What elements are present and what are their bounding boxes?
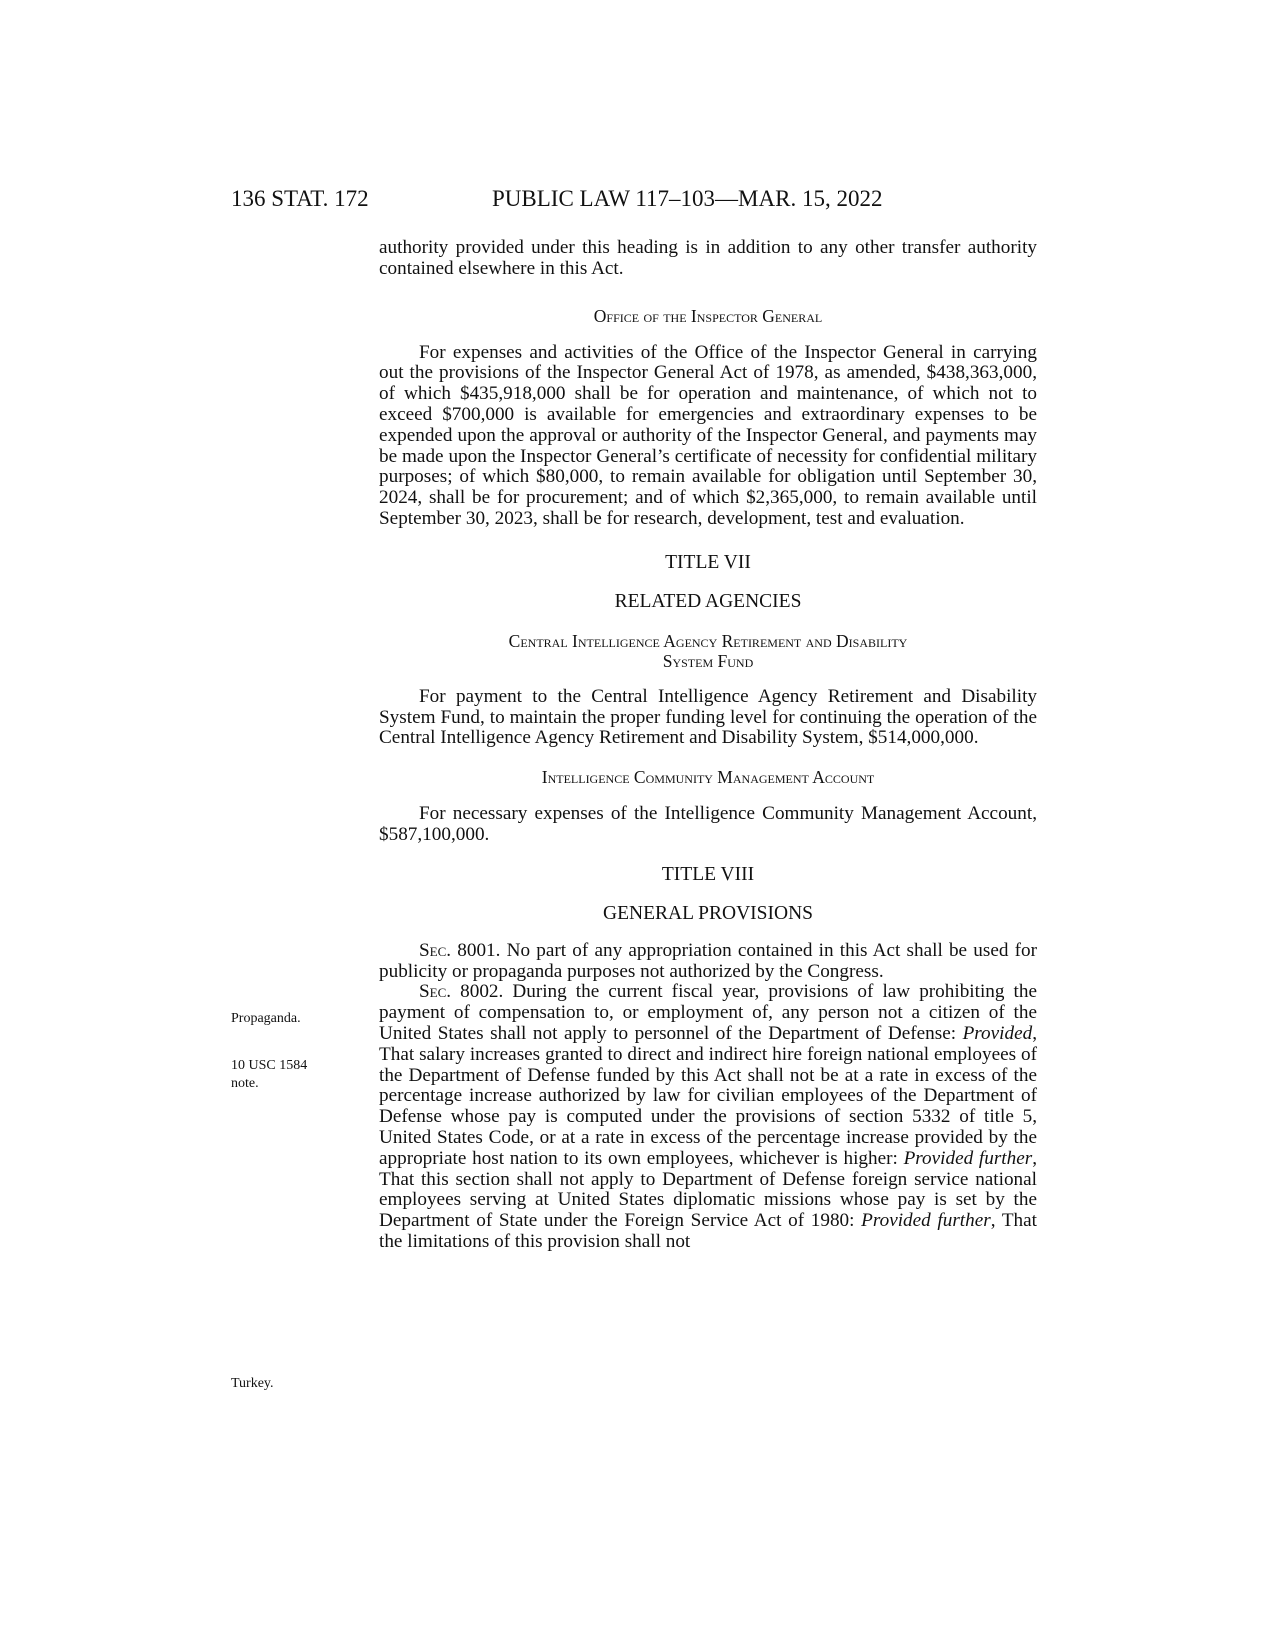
general-provisions-heading: GENERAL PROVISIONS (603, 902, 813, 924)
transfer-authority-paragraph: authority provided under this heading is in addition to any other transfer authority contained elsewhere in this Act. (379, 237, 1037, 279)
margin-note-propaganda: Propaganda. (231, 1011, 301, 1026)
provided-further-emphasis-2: Provided further (861, 1210, 991, 1232)
sec-8001-paragraph (379, 941, 1037, 983)
sec-8002-paragraph (379, 982, 1037, 1252)
margin-note-usc-line1: 10 USC 1584 (231, 1058, 308, 1073)
sec-8002-text-b: , That salary increases granted to direct and indirect hire foreign national employees of the Department of Defense funded by this Act shall not be at a rate in excess of the percentage increase authorized by law for civilian employees of the Department of Defense whose pay is computed under the provisions of section 5332 of title 5, United States Code, or at a rate in excess of the percentage increase provided by the appropriate host nation to its own employees, whichever is higher: (379, 1022, 1037, 1169)
statute-page-number: 136 STAT. 172 (231, 186, 369, 211)
sec-8001-text: No part of any appropriation contained in this Act shall be used for publicity or propaganda purposes not authorized by the Congress. (379, 939, 1037, 982)
sec-8002-text-a: During the current fiscal year, provisions of law prohibiting the payment of compensation to, or employment of, any person not a citizen of the United States shall not apply to personnel of the Department of Defense: (379, 981, 1037, 1044)
provided-further-emphasis-1: Provided further (903, 1147, 1033, 1169)
sec-8001-label: Sec. 8001. (419, 939, 501, 961)
cia-paragraph: For payment to the Central Intelligence Agency Retirement and Disability System Fund, to maintain the proper funding level for continuing the operation of the Central Intelligence Agency Retirement and Disability System, $514,000,000. (379, 685, 1037, 749)
icma-paragraph: For necessary expenses of the Intelligence Community Management Account, $587,100,000. (379, 803, 1037, 845)
document-body (379, 238, 1037, 1253)
public-law-citation: PUBLIC LAW 117–103—MAR. 15, 2022 (492, 186, 883, 211)
page-header (0, 186, 1275, 216)
cia-heading-line2: System Fund (662, 650, 754, 671)
title-vii-heading: TITLE VII (665, 551, 751, 573)
margin-note-turkey: Turkey. (231, 1376, 274, 1391)
sec-8002-text-c: , That this section shall not apply to Department of Defense foreign service national employees serving at United States diplomatic missions whose pay is set by the Department of State under the Foreign Service Act of 1980: (379, 1147, 1038, 1232)
cia-heading-line1: Central Intelligence Agency Retirement and Disability (508, 630, 908, 651)
sec-8002-label: Sec. 8002. (419, 981, 504, 1003)
title-viii-heading: TITLE VIII (661, 863, 755, 885)
margin-note-usc-line2: note. (231, 1076, 259, 1091)
sec-8002-text-d: , That the limitations of this provision shall not (379, 1210, 1037, 1252)
provided-emphasis: Provided (962, 1022, 1033, 1044)
icma-heading: Intelligence Community Management Account (541, 767, 875, 788)
oig-heading: Office of the Inspector General (593, 305, 823, 326)
oig-paragraph: For expenses and activities of the Office of the Inspector General in carrying out the provisions of the Inspector General Act of 1978, as amended, $438,363,000, of which $435,918,000 shall be for operation and maintenance, of which not to exceed $700,000 is available for emergencies and extraordinary expenses to be expended upon the approval or authority of the Inspector General, and payments may be made upon the Inspector General’s certificate of necessity for confidential military purposes; of which $80,000, to remain available for obligation until September 30, 2024, shall be for procurement; and of which $2,365,000, to remain available until September 30, 2023, shall be for research, development, test and evaluation. (379, 341, 1037, 529)
related-agencies-heading: RELATED AGENCIES (614, 590, 802, 612)
